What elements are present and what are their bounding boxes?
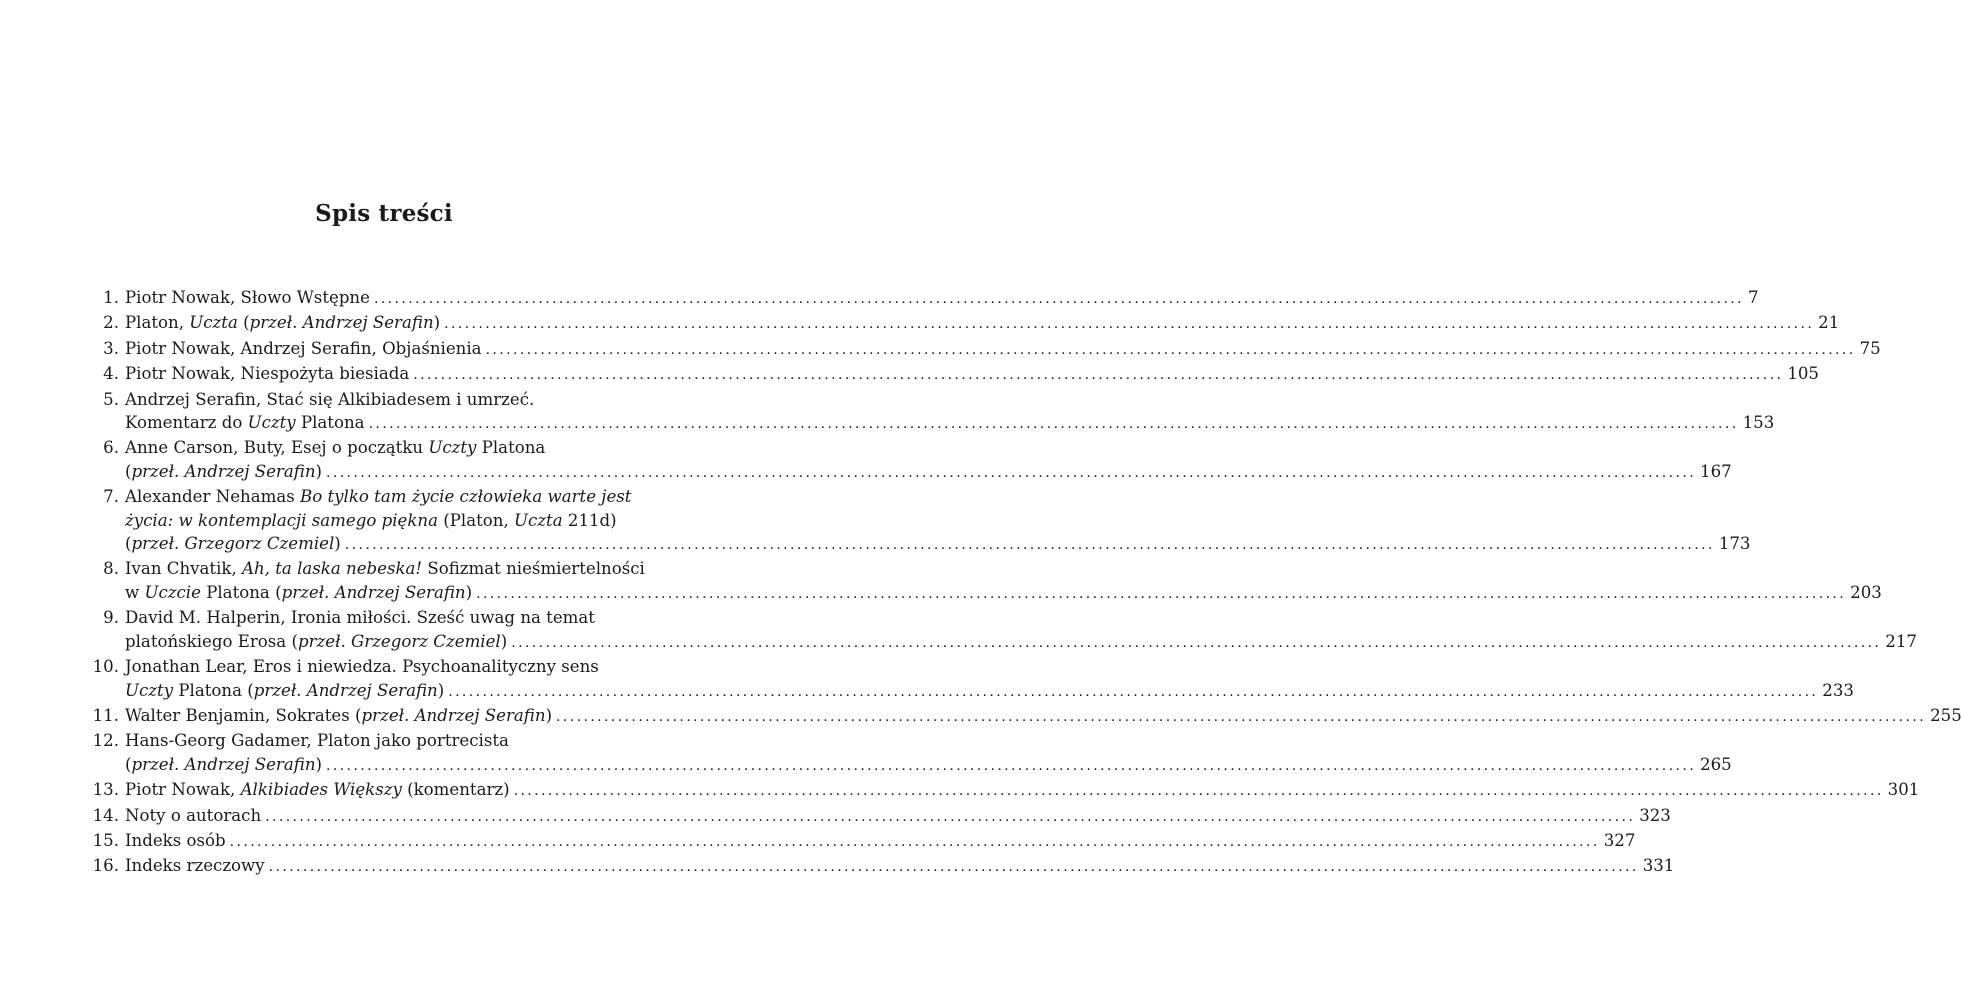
- page-number: 173: [1718, 534, 1751, 554]
- toc-entry: [88, 286, 1759, 311]
- toc-entry: [88, 337, 1881, 362]
- dot-leader: ........................................................................................................................................................................................................: [444, 316, 1815, 333]
- plain-text: 211d): [562, 510, 617, 530]
- dot-leader: ........................................................................................................................................................................................................: [368, 416, 1739, 433]
- plain-text: ): [433, 313, 441, 333]
- dot-leader: ........................................................................................................................................................................................................: [476, 585, 1847, 602]
- plain-text: David M. Halperin, Ironia miłości. Sześć uwag na temat: [125, 608, 595, 628]
- entry-title: [125, 854, 265, 877]
- toc-entry: [88, 388, 1775, 437]
- plain-text: ): [315, 461, 322, 481]
- dot-leader: ........................................................................................................................................................................................................: [229, 833, 1600, 850]
- toc-entry: [88, 606, 1917, 655]
- plain-text: Indeks rzeczowy: [125, 856, 265, 876]
- page-number: 217: [1885, 631, 1917, 651]
- entry-title: [125, 286, 370, 309]
- entry-line: [125, 460, 1732, 485]
- toc-entry: [88, 557, 1882, 606]
- plain-text: Komentarz do: [125, 413, 248, 433]
- italic-text: Alkibiades Większy: [240, 780, 402, 800]
- entry-number: 12.: [92, 731, 119, 751]
- toc-entry: [88, 729, 1732, 778]
- plain-text: Jonathan Lear, Eros i niewiedza. Psychoanalityczny sens: [125, 657, 599, 677]
- page-number: 265: [1700, 754, 1732, 774]
- toc-entry: [88, 829, 1636, 854]
- toc-entry: [88, 485, 1751, 557]
- entry-line: [125, 804, 1671, 829]
- entry-title: [125, 532, 341, 555]
- toc-entry: [88, 704, 1962, 729]
- entry-line: [125, 778, 1920, 803]
- dot-leader: ........................................................................................................................................................................................................: [413, 367, 1784, 384]
- entry-number: 16.: [92, 856, 119, 876]
- entry-body: [125, 854, 1675, 879]
- italic-text: przeł. Grzegorz Czemiel: [297, 631, 501, 651]
- page-number: 327: [1603, 830, 1636, 850]
- entry-number: 14.: [92, 805, 119, 825]
- plain-text: Noty o autorach: [125, 805, 262, 825]
- entry-number: 15.: [92, 830, 119, 850]
- entry-body: [125, 362, 1819, 387]
- entry-line: [125, 753, 1732, 778]
- entry-title: [125, 829, 226, 852]
- entry-line: [125, 630, 1917, 655]
- entry-title: [125, 704, 552, 727]
- entry-body: [125, 436, 1732, 485]
- italic-text: życia: w kontemplacji samego piękna: [125, 510, 438, 530]
- italic-text: Uczta: [514, 510, 563, 530]
- entry-number: 9.: [103, 608, 119, 628]
- toc-entry: [88, 854, 1675, 879]
- dot-leader: ........................................................................................................................................................................................................: [556, 708, 1927, 725]
- plain-text: Piotr Nowak, Słowo Wstępne: [125, 288, 370, 307]
- entry-number: 2.: [103, 313, 119, 333]
- entry-title: [125, 436, 545, 459]
- toc-entry: [88, 436, 1732, 485]
- entry-line: [125, 286, 1759, 311]
- dot-leader: ........................................................................................................................................................................................................: [513, 783, 1884, 800]
- entry-number: 7.: [103, 487, 119, 507]
- entry-line: [125, 411, 1775, 436]
- entry-line: [125, 311, 1840, 336]
- plain-text: Piotr Nowak, Andrzej Serafin, Objaśnienia: [125, 338, 482, 358]
- entry-body: [125, 388, 1775, 437]
- entry-title: [125, 655, 599, 678]
- page-number: 7: [1748, 288, 1759, 307]
- plain-text: Sofizmat nieśmiertelności: [422, 559, 645, 579]
- italic-text: przeł. Andrzej Serafin: [361, 705, 546, 725]
- plain-text: (: [125, 461, 132, 481]
- plain-text: (Platon,: [438, 510, 515, 530]
- entry-number: 13.: [92, 780, 119, 800]
- entry-title: [125, 630, 507, 653]
- italic-text: przeł. Andrzej Serafin: [131, 461, 316, 481]
- entry-line: [125, 485, 668, 508]
- entry-title: [125, 509, 617, 532]
- entry-title: [125, 753, 322, 776]
- entry-body: [125, 778, 1920, 803]
- entry-line: [125, 606, 668, 629]
- entry-title: [125, 581, 472, 604]
- plain-text: ): [437, 680, 445, 700]
- italic-text: Uczty: [247, 413, 296, 433]
- page-number: 331: [1642, 856, 1675, 876]
- dot-leader: ........................................................................................................................................................................................................: [511, 634, 1882, 651]
- plain-text: Indeks osób: [125, 830, 226, 850]
- table-of-contents: [88, 286, 1962, 880]
- toc-entry: [88, 655, 1854, 704]
- entry-line: [125, 362, 1819, 387]
- entry-title: [125, 729, 509, 752]
- plain-text: ): [500, 631, 508, 651]
- entry-line: [125, 704, 1962, 729]
- plain-text: ): [315, 754, 322, 774]
- plain-text: Andrzej Serafin, Stać się Alkibiadesem i umrzeć.: [125, 389, 535, 409]
- entry-number: 5.: [103, 389, 119, 409]
- plain-text: ): [465, 582, 473, 602]
- plain-text: Anne Carson, Buty, Esej o początku: [125, 438, 429, 458]
- plain-text: ): [545, 705, 553, 725]
- entry-body: [125, 704, 1962, 729]
- dot-leader: ........................................................................................................................................................................................................: [448, 683, 1819, 700]
- entry-body: [125, 729, 1732, 778]
- entry-line: [125, 557, 668, 580]
- entry-body: [125, 286, 1759, 311]
- plain-text: (: [237, 313, 250, 333]
- plain-text: platońskiego Erosa (: [125, 631, 298, 651]
- toc-entry: [88, 804, 1671, 829]
- entry-number: 8.: [103, 559, 119, 579]
- plain-text: Alexander Nehamas: [125, 487, 301, 507]
- page-number: 233: [1822, 680, 1854, 700]
- page-number: 255: [1930, 705, 1962, 725]
- entry-number: 10.: [92, 657, 119, 677]
- italic-text: przeł. Andrzej Serafin: [281, 582, 466, 602]
- entry-title: [125, 557, 645, 580]
- entry-number: 6.: [103, 438, 119, 458]
- entry-line: [125, 679, 1854, 704]
- plain-text: Hans-Georg Gadamer, Platon jako portrecista: [125, 731, 509, 751]
- entry-line: [125, 854, 1675, 879]
- italic-text: przeł. Andrzej Serafin: [249, 313, 434, 333]
- entry-line: [125, 729, 668, 752]
- entry-number: 1.: [103, 288, 119, 307]
- toc-entry: [88, 778, 1920, 803]
- entry-line: [125, 532, 1751, 557]
- plain-text: Platona: [476, 438, 546, 458]
- dot-leader: ........................................................................................................................................................................................................: [326, 464, 1697, 481]
- italic-text: przeł. Grzegorz Czemiel: [131, 534, 335, 554]
- entry-line: [125, 388, 668, 411]
- entry-line: [125, 436, 668, 459]
- plain-text: Walter Benjamin, Sokrates (: [125, 705, 362, 725]
- entry-body: [125, 557, 1882, 606]
- entry-title: [125, 411, 365, 434]
- entry-line: [125, 337, 1881, 362]
- plain-text: Piotr Nowak,: [125, 780, 241, 800]
- entry-body: [125, 606, 1917, 655]
- italic-text: przeł. Andrzej Serafin: [253, 680, 438, 700]
- page-number: 203: [1850, 582, 1882, 602]
- plain-text: Piotr Nowak, Niespożyta biesiada: [125, 364, 410, 384]
- entry-number: 3.: [103, 338, 119, 358]
- italic-text: Uczty: [125, 680, 174, 700]
- entry-title: [125, 485, 631, 508]
- entry-title: [125, 679, 444, 702]
- dot-leader: ........................................................................................................................................................................................................: [326, 757, 1697, 774]
- dot-leader: ........................................................................................................................................................................................................: [265, 808, 1636, 825]
- page-number: 323: [1639, 805, 1671, 825]
- dot-leader: ........................................................................................................................................................................................................: [373, 291, 1744, 307]
- entry-title: [125, 606, 595, 629]
- plain-text: Platon,: [125, 313, 190, 333]
- plain-text: w: [125, 582, 145, 602]
- plain-text: (komentarz): [401, 780, 510, 800]
- toc-entry: [88, 311, 1840, 336]
- entry-title: [125, 362, 409, 385]
- entry-body: [125, 311, 1840, 336]
- page-number: 21: [1818, 313, 1840, 333]
- toc-entry: [88, 362, 1819, 387]
- entry-title: [125, 804, 261, 827]
- italic-text: przeł. Andrzej Serafin: [131, 754, 316, 774]
- entry-body: [125, 829, 1636, 854]
- entry-title: [125, 311, 440, 334]
- plain-text: (: [125, 754, 132, 774]
- entry-body: [125, 337, 1881, 362]
- entry-title: [125, 337, 482, 360]
- entry-title: [125, 778, 510, 801]
- page-number: 75: [1859, 338, 1881, 358]
- plain-text: Platona: [295, 413, 365, 433]
- page-title: Spis treści: [315, 200, 453, 227]
- italic-text: Ah, ta laska nebeska!: [242, 559, 423, 579]
- plain-text: (: [125, 534, 132, 554]
- entry-line: [125, 509, 668, 532]
- italic-text: Uczta: [189, 313, 238, 333]
- entry-line: [125, 581, 1882, 606]
- page-number: 167: [1700, 461, 1732, 481]
- dot-leader: ........................................................................................................................................................................................................: [485, 341, 1856, 358]
- italic-text: Bo tylko tam życie człowieka warte jest: [300, 487, 632, 507]
- entry-title: [125, 460, 322, 483]
- plain-text: Platona (: [173, 680, 254, 700]
- dot-leader: ........................................................................................................................................................................................................: [344, 537, 1715, 554]
- page-number: 301: [1887, 780, 1920, 800]
- entry-body: [125, 485, 1751, 557]
- dot-leader: ........................................................................................................................................................................................................: [268, 859, 1639, 876]
- entry-body: [125, 804, 1671, 829]
- plain-text: Ivan Chvatik,: [125, 559, 243, 579]
- entry-line: [125, 655, 668, 678]
- entry-line: [125, 829, 1636, 854]
- plain-text: ): [334, 534, 341, 554]
- page-number: 153: [1742, 413, 1775, 433]
- italic-text: Uczty: [428, 438, 477, 458]
- entry-title: [125, 388, 534, 411]
- entry-body: [125, 655, 1854, 704]
- plain-text: Platona (: [200, 582, 282, 602]
- page-number: 105: [1787, 364, 1819, 384]
- entry-number: 11.: [92, 705, 119, 725]
- entry-number: 4.: [103, 364, 119, 384]
- italic-text: Uczcie: [144, 582, 201, 602]
